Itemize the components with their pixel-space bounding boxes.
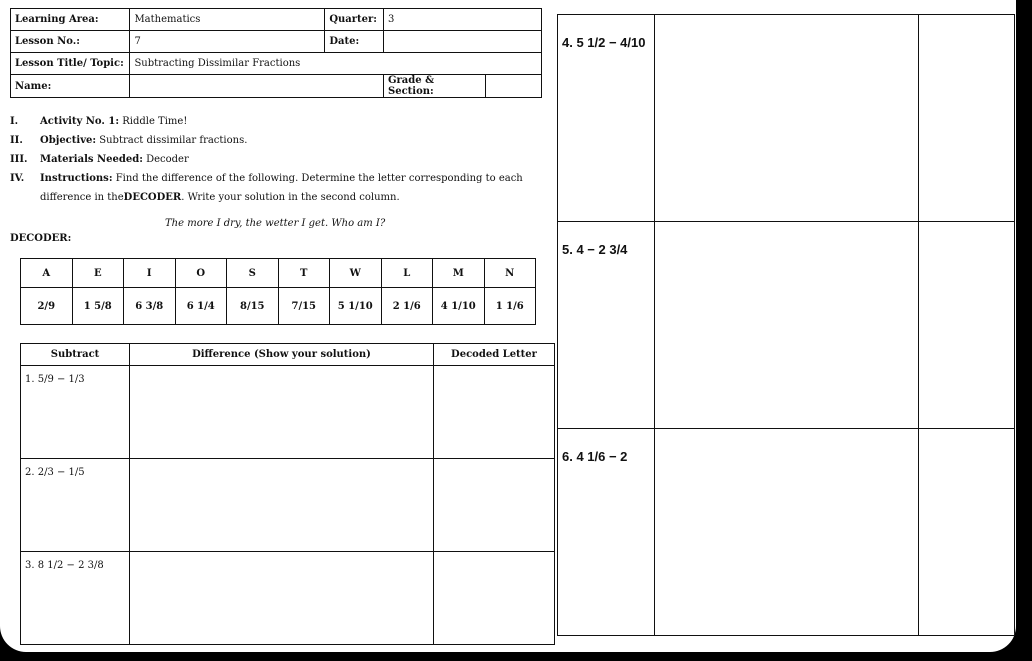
- right-border: [1016, 0, 1032, 661]
- activity-details: [10, 112, 550, 207]
- lesson-header-table: [10, 8, 542, 98]
- decoder-value: 2 1/6: [381, 288, 433, 325]
- lesson-title-label: Lesson Title/ Topic:: [11, 53, 130, 75]
- learning-area-label: Learning Area:: [11, 9, 130, 31]
- solution-cell[interactable]: [655, 222, 919, 429]
- decoder-letter: E: [72, 259, 124, 288]
- decoder-label: DECODER:: [10, 233, 72, 244]
- problem-cell: 6. 4 1/6 − 2: [558, 429, 655, 636]
- activity-item: I. Activity No. 1: Riddle Time!: [10, 116, 188, 127]
- decoded-letter-cell[interactable]: [434, 552, 555, 645]
- decoded-letter-cell[interactable]: [434, 459, 555, 552]
- decoder-value: 6 1/4: [175, 288, 227, 325]
- lesson-title-value: Subtracting Dissimilar Fractions: [130, 53, 542, 75]
- quarter-value: 3: [384, 9, 542, 31]
- problem-cell: 5. 4 − 2 3/4: [558, 222, 655, 429]
- decoded-letter-cell[interactable]: [919, 429, 1015, 636]
- grade-section-label: Grade & Section:: [384, 75, 486, 98]
- decoder-letter: T: [278, 259, 330, 288]
- decoder-letter: S: [227, 259, 279, 288]
- solution-cell[interactable]: [130, 552, 434, 645]
- solution-cell[interactable]: [655, 15, 919, 222]
- lesson-no-value: 7: [130, 31, 325, 53]
- subtraction-table: [20, 343, 555, 645]
- lesson-no-label: Lesson No.:: [11, 31, 130, 53]
- decoded-letter-cell[interactable]: [919, 15, 1015, 222]
- problem-cell: 3. 8 1/2 − 2 3/8: [21, 552, 130, 645]
- solution-cell[interactable]: [130, 366, 434, 459]
- decoder-value: 8/15: [227, 288, 279, 325]
- decoder-value: 7/15: [278, 288, 330, 325]
- decoder-value: 2/9: [21, 288, 73, 325]
- col-subtract-header: Subtract: [21, 344, 130, 366]
- grade-section-field[interactable]: [485, 75, 541, 98]
- activity-item: III. Materials Needed: Decoder: [10, 154, 189, 165]
- name-field[interactable]: [130, 75, 384, 98]
- col-difference-header: Difference (Show your solution): [130, 344, 434, 366]
- decoder-letter: N: [484, 259, 536, 288]
- decoder-value: 1 5/8: [72, 288, 124, 325]
- solution-cell[interactable]: [130, 459, 434, 552]
- instructions-continued: difference in the DECODER . Write your solution in the second column.: [40, 192, 400, 203]
- activity-item: II. Objective: Subtract dissimilar fractions.: [10, 135, 248, 146]
- solution-cell[interactable]: [655, 429, 919, 636]
- decoder-letter: W: [330, 259, 382, 288]
- learning-area-value: Mathematics: [130, 9, 325, 31]
- problem-cell: 2. 2/3 − 1/5: [21, 459, 130, 552]
- decoder-letter: A: [21, 259, 73, 288]
- problem-cell: 1. 5/9 − 1/3: [21, 366, 130, 459]
- decoder-value: 1 1/6: [484, 288, 536, 325]
- riddle-text: The more I dry, the wetter I get. Who am I?: [165, 218, 386, 229]
- decoder-table: [20, 258, 536, 325]
- decoder-letter: M: [433, 259, 485, 288]
- decoder-value: 5 1/10: [330, 288, 382, 325]
- name-label: Name:: [11, 75, 130, 98]
- decoded-letter-cell[interactable]: [434, 366, 555, 459]
- quarter-label: Quarter:: [325, 9, 384, 31]
- decoded-letter-cell[interactable]: [919, 222, 1015, 429]
- decoder-value: 6 3/8: [124, 288, 176, 325]
- decoder-letter: L: [381, 259, 433, 288]
- decoder-value: 4 1/10: [433, 288, 485, 325]
- decoder-letter: O: [175, 259, 227, 288]
- date-label: Date:: [325, 31, 384, 53]
- problem-cell: 4. 5 1/2 − 4/10: [558, 15, 655, 222]
- continued-table: [557, 14, 1015, 636]
- activity-item: IV. Instructions: Find the difference of the following. Determine the letter corresponding to each: [10, 173, 523, 184]
- date-value[interactable]: [384, 31, 542, 53]
- decoder-letter: I: [124, 259, 176, 288]
- col-decoded-header: Decoded Letter: [434, 344, 555, 366]
